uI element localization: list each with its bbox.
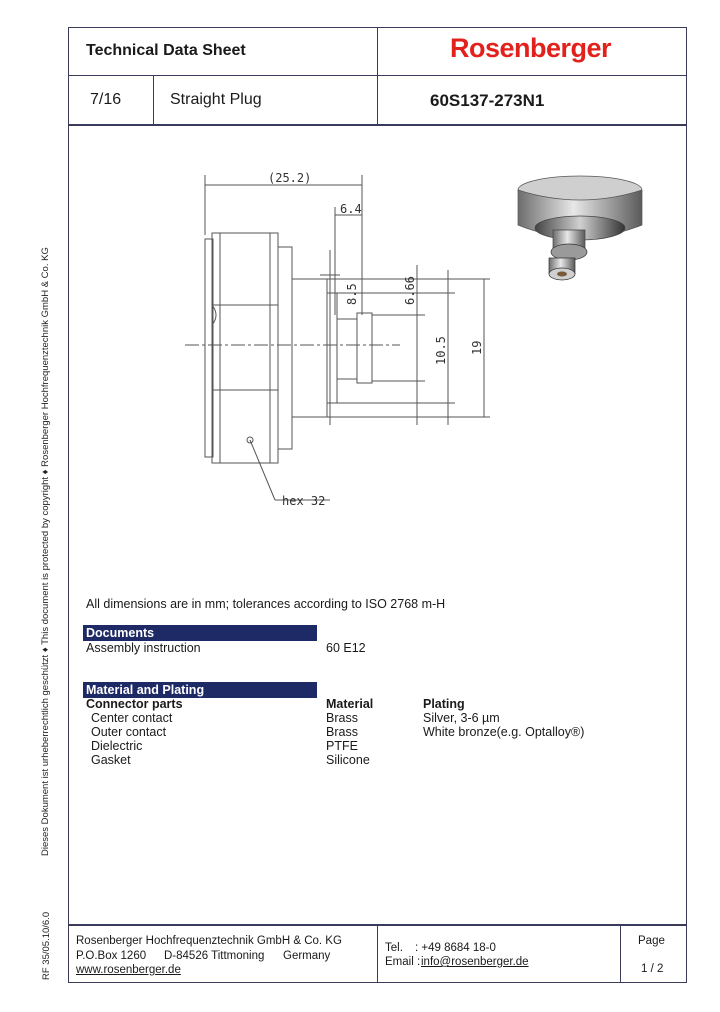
footer-tel-label: Tel. bbox=[385, 942, 403, 954]
material-row-part: Dielectric bbox=[91, 739, 143, 753]
col-connector-parts: Connector parts bbox=[86, 697, 183, 711]
footer-city: D-84526 Tittmoning bbox=[164, 950, 265, 962]
header-vdivider-2 bbox=[153, 75, 154, 125]
footer-email-link[interactable]: info@rosenberger.de bbox=[421, 956, 529, 968]
footer-page-label: Page bbox=[638, 935, 665, 947]
material-row-material: Silicone bbox=[326, 753, 370, 767]
materials-heading: Material and Plating bbox=[83, 682, 317, 698]
dim-diameter-6-66: 6.66 bbox=[403, 276, 417, 305]
technical-drawing bbox=[180, 155, 510, 525]
product-description: Straight Plug bbox=[170, 91, 262, 108]
material-row-material: Brass bbox=[326, 725, 358, 739]
header-vdivider bbox=[377, 27, 378, 125]
footer-email-label: Email : bbox=[385, 956, 421, 968]
dim-diameter-19: 19 bbox=[470, 340, 484, 355]
dim-diameter-10-5: 10.5 bbox=[434, 336, 448, 365]
footer-website-link[interactable]: www.rosenberger.de bbox=[76, 964, 181, 976]
documents-heading: Documents bbox=[83, 625, 317, 641]
connector-size: 7/16 bbox=[90, 91, 122, 108]
material-row-part: Outer contact bbox=[91, 725, 167, 739]
dim-hex: hex 32 bbox=[282, 494, 326, 508]
brand-logo: Rosenberger bbox=[450, 33, 612, 63]
hex-body bbox=[212, 233, 278, 463]
footer-tel-value: : +49 8684 18-0 bbox=[415, 942, 496, 954]
part-number: 60S137-273N1 bbox=[430, 91, 545, 110]
dim-diameter-8-5: 8.5 bbox=[345, 283, 359, 305]
revision-code: RF 35/05.10/6.0 bbox=[41, 911, 52, 980]
dimension-note: All dimensions are in mm; tolerances according to ISO 2768 m-H bbox=[86, 597, 446, 611]
copyright-text: Dieses Dokument ist urheberrechtlich geschützt ♦ This document is protected by copyright ♦ Rosenberger Hochfrequenztechnik GmbH & Co. KG bbox=[40, 247, 51, 856]
material-row-part: Gasket bbox=[91, 753, 131, 767]
col-plating: Plating bbox=[423, 697, 465, 711]
footer-vdivider bbox=[377, 925, 378, 983]
footer-country: Germany bbox=[283, 950, 331, 962]
material-row-part: Center contact bbox=[91, 711, 173, 725]
material-row-material: PTFE bbox=[326, 739, 358, 753]
footer-pobox: P.O.Box 1260 bbox=[76, 950, 147, 962]
page-title: Technical Data Sheet bbox=[86, 42, 246, 59]
outer-body bbox=[292, 279, 327, 417]
material-row-plating: Silver, 3-6 µm bbox=[423, 711, 500, 725]
material-row-plating: White bronze(e.g. Optalloy®) bbox=[423, 725, 585, 739]
footer-vdivider-2 bbox=[620, 925, 621, 983]
doc-row-value: 60 E12 bbox=[326, 641, 366, 655]
material-row-material: Brass bbox=[326, 711, 358, 725]
dim-pin-length: 6.4 bbox=[340, 202, 362, 216]
col-material: Material bbox=[326, 697, 374, 711]
product-render bbox=[505, 170, 655, 295]
footer-company: Rosenberger Hochfrequenztechnik GmbH & Co. KG bbox=[76, 935, 342, 947]
footer-page-number: 1 / 2 bbox=[641, 963, 664, 975]
dim-overall-length: (25.2) bbox=[268, 171, 312, 185]
doc-row-label: Assembly instruction bbox=[86, 641, 201, 655]
